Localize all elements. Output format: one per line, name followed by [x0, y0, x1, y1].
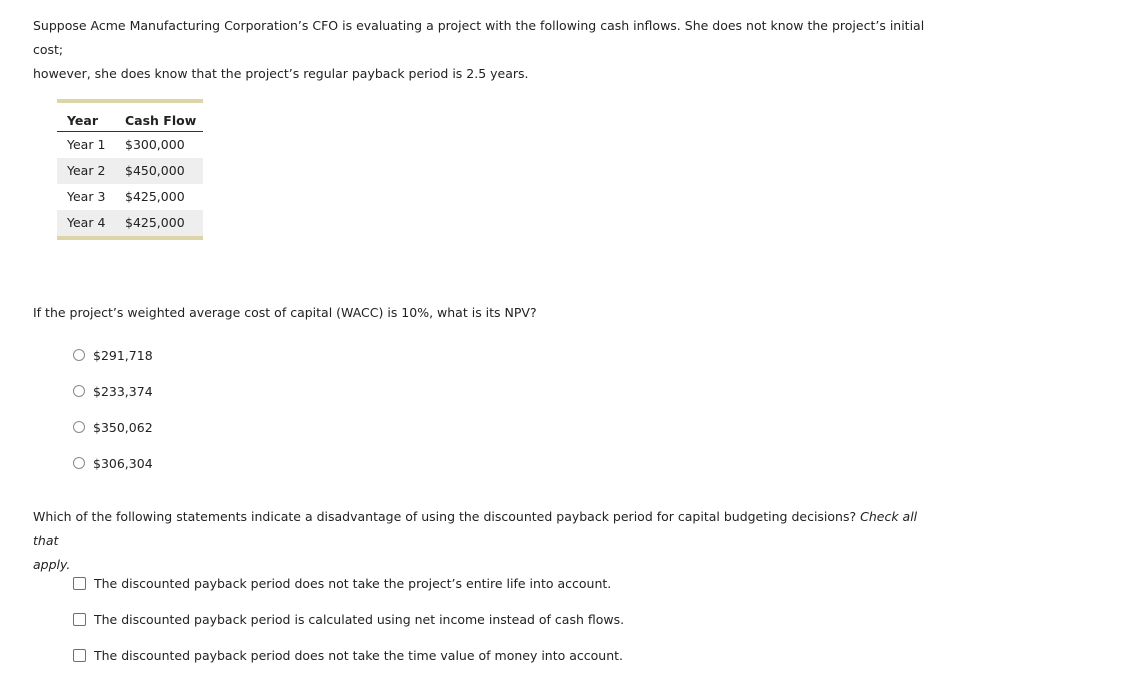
intro-paragraph — [33, 14, 933, 86]
column-header-year: Year — [57, 103, 115, 131]
cell-year: Year 1 — [67, 137, 106, 152]
option-label: $233,374 — [93, 383, 153, 399]
npv-question-text: If the project’s weighted average cost of capital (WACC) is 10%, what is its NPV? — [33, 305, 537, 320]
table-row — [57, 210, 203, 236]
npv-option-4[interactable] — [73, 455, 153, 471]
radio-button[interactable] — [73, 457, 85, 469]
instruction-emphasis-1: Check all that — [33, 509, 918, 548]
disadvantage-question — [33, 505, 933, 577]
option-label: The discounted payback period does not take the time value of money into account. — [94, 647, 624, 663]
radio-button[interactable] — [73, 385, 85, 397]
table-header-row — [57, 103, 203, 131]
intro-line-1: Suppose Acme Manufacturing Corporation’s CFO is evaluating a project with the following cash inflows. She does not know the project’s initial cost; — [33, 18, 925, 57]
column-header-cash-flow: Cash Flow — [115, 103, 203, 131]
table-row — [57, 158, 203, 184]
cell-cash-flow: $300,000 — [125, 137, 185, 152]
option-label: The discounted payback period is calculated using net income instead of cash flows. — [94, 611, 625, 627]
disadvantage-question-text: Which of the following statements indicate a disadvantage of using the discounted payback period for capital budgeting decisions? — [33, 509, 857, 524]
npv-option-2[interactable] — [73, 383, 153, 399]
checkbox[interactable] — [73, 649, 86, 662]
disadvantage-option-2[interactable] — [73, 611, 624, 627]
npv-question — [33, 301, 933, 325]
cell-cash-flow: $425,000 — [115, 210, 203, 236]
radio-button[interactable] — [73, 421, 85, 433]
npv-option-1[interactable] — [73, 347, 153, 363]
checkbox[interactable] — [73, 577, 86, 590]
instruction-emphasis-2: apply. — [33, 557, 71, 572]
option-label: $291,718 — [93, 347, 153, 363]
cell-year: Year 3 — [67, 189, 106, 204]
radio-button[interactable] — [73, 349, 85, 361]
cell-cash-flow: $425,000 — [125, 189, 185, 204]
table-row — [57, 184, 203, 210]
cash-flow-table — [57, 99, 203, 240]
intro-line-2: however, she does know that the project’s regular payback period is 2.5 years. — [33, 66, 529, 81]
cell-year: Year 4 — [57, 210, 115, 236]
disadvantage-option-3[interactable] — [73, 647, 623, 663]
checkbox[interactable] — [73, 613, 86, 626]
npv-option-3[interactable] — [73, 419, 153, 435]
option-label: The discounted payback period does not take the project’s entire life into account. — [94, 575, 612, 591]
option-label: $306,304 — [93, 455, 153, 471]
option-label: $350,062 — [93, 419, 153, 435]
table-row — [57, 131, 203, 158]
cell-year: Year 2 — [57, 158, 115, 184]
disadvantage-option-1[interactable] — [73, 575, 611, 591]
cell-cash-flow: $450,000 — [115, 158, 203, 184]
